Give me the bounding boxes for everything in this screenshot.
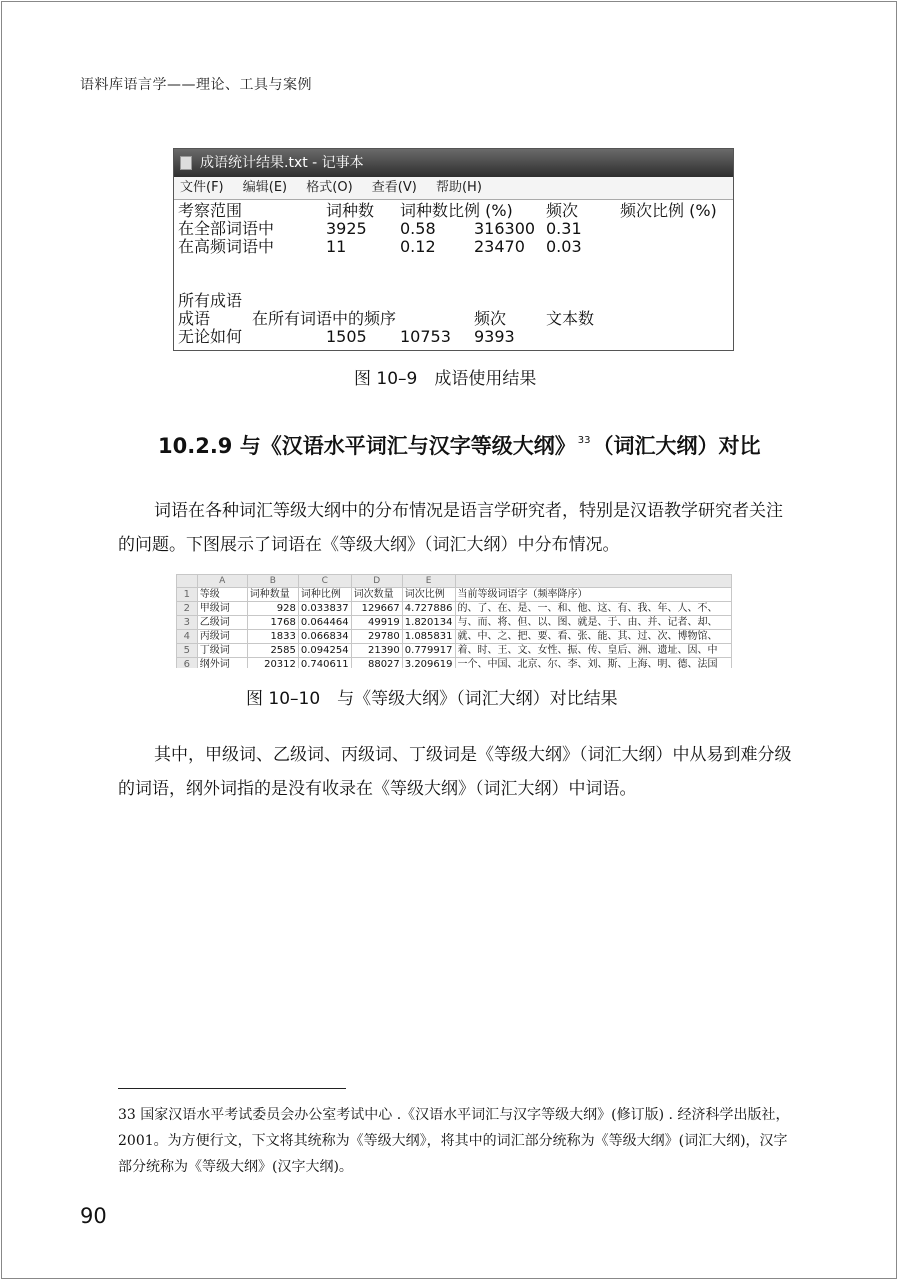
column-header[interactable]: C [298,575,351,588]
footnote-ref[interactable]: 33 [577,435,591,446]
cell[interactable]: 词种数量 [247,588,298,602]
cell[interactable]: 丁级词 [197,644,247,658]
column-header[interactable]: D [351,575,402,588]
t2-cell: 无论如何 [178,327,243,346]
row-header[interactable]: 3 [177,616,198,630]
section-title-part1: 与《汉语水平词汇与汉字等级大纲》 [239,434,576,458]
notepad-menubar [174,177,733,200]
t2-header-cell: 成语 [178,309,211,328]
cell[interactable]: 0.740611 [298,658,351,669]
footnote-divider [118,1088,346,1089]
page-number: 90 [80,1204,107,1228]
cell[interactable]: 一个、中国、北京、尔、李、刘、斯、上海、明、德、法国 [455,658,732,669]
column-header[interactable] [455,575,732,588]
cell[interactable]: 88027 [351,658,402,669]
running-head: 语料库语言学——理论、工具与案例 [80,77,312,93]
cell[interactable]: 甲级词 [197,602,247,616]
menu-file[interactable]: 文件(F) [180,180,224,195]
section-heading [158,430,760,460]
cell[interactable]: 20312 [247,658,298,669]
cell[interactable]: 1.085831 [402,630,455,644]
cell[interactable]: 0.094254 [298,644,351,658]
paragraph-1: 词语在各种词汇等级大纲中的分布情况是语言学研究者，特别是汉语教学研究者关注的问题。下图展示了词语在《等级大纲》（词汇大纲）中分布情况。 [118,501,783,555]
notepad-window [173,148,734,351]
cell[interactable]: 1768 [247,616,298,630]
cell[interactable]: 21390 [351,644,402,658]
cell[interactable]: 3.209619 [402,658,455,669]
t1-cell: 0.31 [546,219,582,238]
menu-edit[interactable]: 编辑(E) [242,180,288,195]
row-header[interactable]: 4 [177,630,198,644]
t1-cell: 0.12 [400,237,436,256]
t2-cell: 1505 [326,327,367,346]
cell[interactable]: 0.064464 [298,616,351,630]
t1-cell: 0.03 [546,237,582,256]
t2-header-cell: 在所有词语中的频序 [252,309,397,328]
cell[interactable]: 129667 [351,602,402,616]
table-row [177,588,732,602]
t1-cell: 在高频词语中 [178,237,275,256]
cell[interactable]: 乙级词 [197,616,247,630]
figure-10-9-caption: 图 10–9 成语使用结果 [354,369,537,389]
cell[interactable]: 0.066834 [298,630,351,644]
table-row [177,602,732,616]
section-number: 10.2.9 [158,434,233,458]
column-header[interactable]: E [402,575,455,588]
menu-format[interactable]: 格式(O) [306,180,353,195]
cell[interactable]: 着、时、王、文、女性、振、传、皇后、洲、遗址、因、中 [455,644,732,658]
t1-header-cell: 频次 [546,201,579,220]
cell[interactable]: 纲外词 [197,658,247,669]
table-row [177,616,732,630]
t1-cell: 在全部词语中 [178,219,275,238]
t1-cell: 11 [326,237,347,256]
section-label: 所有成语 [178,291,243,310]
row-header[interactable]: 1 [177,588,198,602]
footnote-text: 国家汉语水平考试委员会办公室考试中心 .《汉语水平词汇与汉字等级大纲》(修订版) . 经济科学出版社，2001。为方便行文，下文将其统称为《等级大纲》，将其中的词汇部分统称为《等级大纲》(词汇大纲)，汉字部分统称为《等级大纲》(汉字大纲)。 [118,1107,790,1175]
spreadsheet [176,574,732,668]
cell[interactable]: 词种比例 [298,588,351,602]
t2-cell: 9393 [474,327,515,346]
t1-header-cell: 频次比例 (%) [620,201,717,220]
paragraph-2: 其中，甲级词、乙级词、丙级词、丁级词是《等级大纲》（词汇大纲）中从易到难分级的词语，纲外词指的是没有收录在《等级大纲》（词汇大纲）中词语。 [118,745,792,799]
table-row [177,644,732,658]
cell[interactable]: 词次数量 [351,588,402,602]
cell[interactable]: 当前等级词语字（频率降序） [455,588,732,602]
spreadsheet-table [176,574,732,668]
cell[interactable]: 928 [247,602,298,616]
notepad-title-bar [174,149,733,177]
t1-cell: 23470 [474,237,525,256]
row-header[interactable]: 2 [177,602,198,616]
cell[interactable]: 4.727886 [402,602,455,616]
cell[interactable]: 1833 [247,630,298,644]
t1-header-cell: 词种数 [326,201,375,220]
column-header[interactable]: B [247,575,298,588]
cell[interactable]: 1.820134 [402,616,455,630]
notepad-title: 成语统计结果.txt - 记事本 [200,155,364,171]
row-header[interactable]: 5 [177,644,198,658]
column-header[interactable]: A [197,575,247,588]
menu-view[interactable]: 查看(V) [371,180,417,195]
row-header[interactable]: 6 [177,658,198,669]
column-header-row [177,575,732,588]
corner-cell[interactable] [177,575,198,588]
t1-cell: 316300 [474,219,536,238]
cell[interactable]: 就、中、之、把、要、看、张、能、其、过、次、博物馆、 [455,630,732,644]
t1-header-cell: 词种数比例 (%) [400,201,513,220]
cell[interactable]: 2585 [247,644,298,658]
cell[interactable]: 49919 [351,616,402,630]
cell[interactable]: 词次比例 [402,588,455,602]
t1-cell: 0.58 [400,219,436,238]
footnote-number: 33 [118,1107,136,1123]
figure-10-10-caption: 图 10–10 与《等级大纲》（词汇大纲）对比结果 [246,689,618,709]
cell[interactable]: 0.779917 [402,644,455,658]
cell[interactable]: 0.033837 [298,602,351,616]
t1-header-cell: 考察范围 [178,201,243,220]
menu-help[interactable]: 帮助(H) [435,180,482,195]
t1-cell: 3925 [326,219,367,238]
footnote-33 [118,1102,798,1180]
t2-cell: 10753 [400,327,451,346]
notepad-icon [180,156,192,170]
cell[interactable]: 的、了、在、是、一、和、他、这、有、我、年、人、不、 [455,602,732,616]
t2-header-cell: 文本数 [546,309,595,328]
section-title-part2: （词汇大纲）对比 [592,434,761,458]
cell[interactable]: 与、而、将、但、以、图、就是、于、由、并、记者、却、 [455,616,732,630]
cell[interactable]: 等级 [197,588,247,602]
cell[interactable]: 29780 [351,630,402,644]
cell[interactable]: 丙级词 [197,630,247,644]
table-row [177,658,732,669]
table-row [177,630,732,644]
t2-header-cell: 频次 [474,309,507,328]
